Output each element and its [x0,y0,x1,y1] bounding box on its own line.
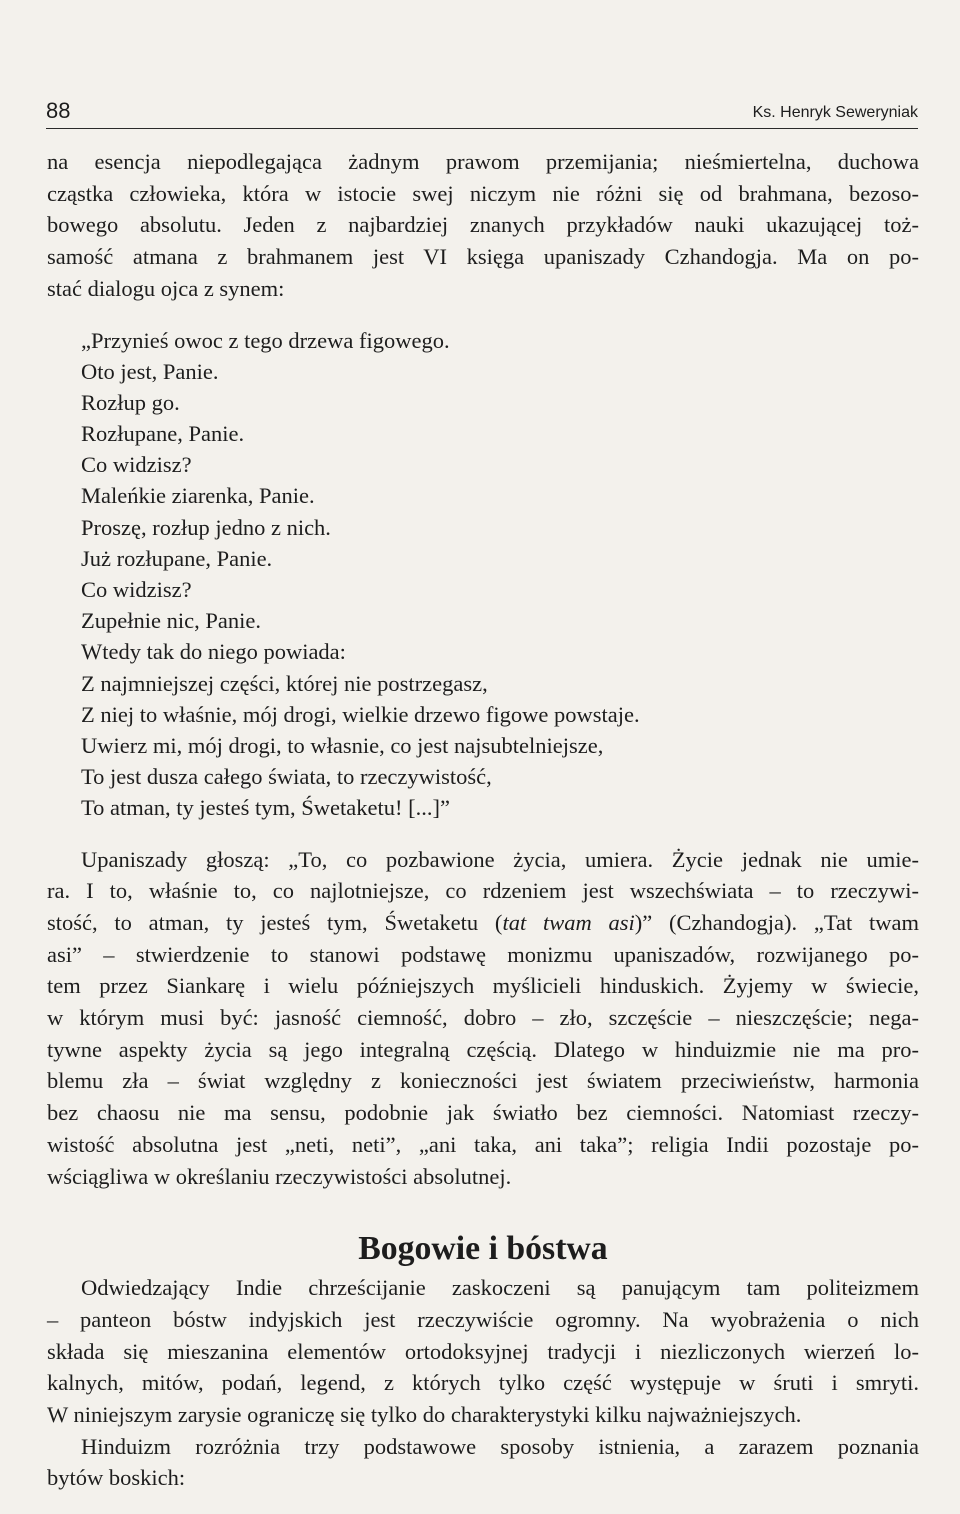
text-run: )” (Czhandogja). „Tat twam [634,909,919,935]
text-line: Hinduizm rozróżnia trzy podstawowe sposoby istnienia, a zarazem poznania [81,1433,919,1459]
text-line: asi” – stwierdzenie to stanowi podstawę monizmu upaniszadów, rozwijanego po- [47,941,919,967]
text-line: bowego absolutu. Jeden z najbardziej znanych przykładów nauki ukazującej toż- [47,212,919,238]
text-line: blemu zła – świat względny z konieczności jest światem przeciwieństw, harmonia [47,1068,919,1094]
dialogue-line: Wtedy tak do niego powiada: [81,639,346,665]
text-run: stość, to atman, ty jesteś tym, Śwetaketu ( [47,909,503,935]
text-line: Upaniszady głoszą: „To, co pozbawione życia, umiera. Życie jednak nie umie- [81,846,919,872]
text-line: na esencja niepodlegająca żadnym prawom przemijania; nieśmiertelna, duchowa [47,149,919,174]
text-line: Odwiedzający Indie chrześcijanie zaskoczeni są panującym tam politeizmem [81,1275,919,1301]
text-line: – panteon bóstw indyjskich jest rzeczywiście ogromny. Na wyobrażenia o nich [47,1306,919,1332]
text-line: w którym musi być: jasność ciemność, dobro – zło, szczęście – nieszczęście; nega- [47,1005,919,1031]
text-line: ra. I to, właśnie to, co najlotniejsze, co rdzeniem jest wszechświata – to rzeczywi- [47,878,919,904]
text-line: bytów boskich: [47,1465,186,1491]
dialogue-line: Z niej to właśnie, mój drogi, wielkie drzewo figowe powstaje. [81,701,640,727]
paragraph [47,146,919,305]
dialogue-line: Już rozłupane, Panie. [81,545,273,571]
dialogue-line: To atman, ty jesteś tym, Śwetaketu! [...]” [81,795,450,821]
paragraph [47,1431,919,1494]
text-line: bez chaosu nie ma sensu, podobnie jak światło bez ciemności. Natomiast rzeczy- [47,1100,919,1126]
text-line: wściągliwa w określaniu rzeczywistości absolutnej. [47,1163,512,1189]
text-line: tem przez Siankarę i wielu późniejszych myślicieli hinduskich. Żyjemy w świecie, [47,973,919,999]
italic-phrase: tat twam asi [502,909,635,935]
dialogue-line: Uwierz mi, mój drogi, to własnie, co jest najsubtelniejsze, [81,732,604,758]
text-line [47,907,919,939]
paragraph [47,844,919,1193]
page-number: 88 [46,98,71,123]
dialogue-line: Proszę, rozłup jedno z nich. [81,514,331,540]
text-line: stać dialogu ojca z synem: [47,275,285,301]
dialogue-line: Co widzisz? [81,577,192,603]
dialogue-line: Oto jest, Panie. [81,358,219,384]
section-heading: Bogowie i bóstwa [358,1230,608,1268]
dialogue-line: Rozłupane, Panie. [81,421,245,447]
text-line: cząstka człowieka, która w istocie swej niczym nie różni się od brahmana, bezoso- [47,180,919,206]
text-line: tywne aspekty życia są jego integralną częścią. Dlatego w hinduizmie nie ma pro- [47,1036,919,1062]
quoted-dialogue [81,325,919,824]
dialogue-line: Co widzisz? [81,452,192,478]
text-line: W niniejszym zarysie ograniczę się tylko do charakterystyki kilku najważniejszych. [47,1402,802,1428]
running-head-author: Ks. Henryk Seweryniak [752,104,918,121]
text-line: wistość absolutna jest „neti, neti”, „ani taka, ani taka”; religia Indii pozostaje po- [47,1131,919,1157]
dialogue-line: Maleńkie ziarenka, Panie. [81,483,315,509]
dialogue-line: Zupełnie nic, Panie. [81,608,261,634]
paragraph [47,1272,919,1431]
dialogue-line: To jest dusza całego świata, to rzeczywistość, [81,764,492,790]
body-text [47,146,919,1494]
dialogue-line: „Przynieś owoc z tego drzewa figowego. [81,327,450,353]
dialogue-line: Rozłup go. [81,389,180,415]
text-line: składa się mieszanina elementów ortodoksyjnej tradycji i niezliczonych wierzeń lo- [47,1338,919,1364]
dialogue-line: Z najmniejszej części, której nie postrzegasz, [81,670,488,696]
text-line: kalnych, mitów, podań, legend, z których tylko część występuje w śruti i smryti. [47,1370,919,1396]
text-line: samość atmana z brahmanem jest VI księga upaniszady Czhandogja. Ma on po- [47,244,919,270]
running-head [46,98,918,129]
